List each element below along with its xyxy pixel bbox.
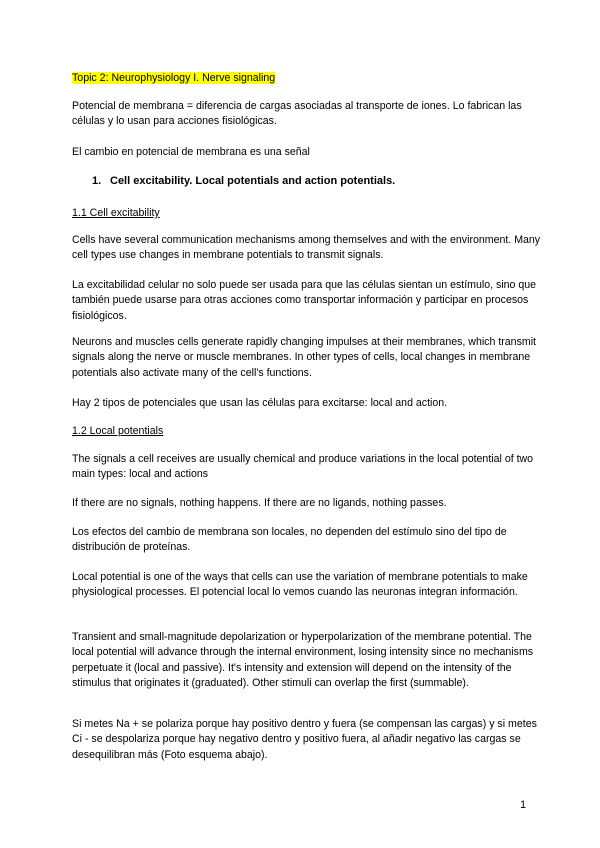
page-number: 1 — [520, 799, 526, 811]
doc-title: Topic 2: Neurophysiology I. Nerve signaling — [72, 72, 276, 84]
subheading-cell-excitability — [72, 206, 542, 221]
paragraph-local-potential: Local potential is one of the ways that cells can use the variation of membrane potentials to make physiological processes. El potencial local lo vemos cuando las neuronas integran información. — [72, 571, 528, 599]
subheading-local-potentials — [72, 424, 542, 439]
paragraph-neurons: Neurons and muscles cells generate rapidly changing impulses at their membranes, which transmit signals along the nerve or muscle membranes. In other types of cells, local changes in membrane potentials also activate many of the cell's functions. — [72, 336, 536, 379]
section-heading-text: Cell excitability. Local potentials and action potentials. — [110, 175, 396, 187]
paragraph-no-signals: If there are no signals, nothing happens. If there are no ligands, nothing passes. — [72, 497, 447, 509]
paragraph-efectos: Los efectos del cambio de membrana son locales, no dependen del estímulo sino del tipo de distribución de proteínas. — [72, 526, 507, 554]
paragraph-potencial-membrana: Potencial de membrana = diferencia de cargas asociadas al transporte de iones. Lo fabrican las células y lo usan para acciones fisiológicas. — [72, 100, 522, 128]
paragraph-excitabilidad: La excitabilidad celular no solo puede ser usada para que las células sientan un estímulo, sino que también puede usarse para otras acciones como transportar información y participar en procesos fisiológicos. — [72, 279, 537, 322]
paragraph-metes-na: Si metes Na + se polariza porque hay positivo dentro y fuera (se compensan las cargas) y si metes Ci - se despolariza porque hay negativo dentro y positivo fuera, al añadir negativo las cargas se desequilibran más (Foto esquema abajo). — [72, 718, 537, 761]
paragraph-hay-2-tipos: Hay 2 tipos de potenciales que usan las células para excitarse: local and action. — [72, 397, 448, 409]
doc-title-line — [72, 71, 542, 86]
subheading-local-potentials-text: 1.2 Local potentials — [72, 425, 164, 437]
section-heading-1 — [92, 174, 552, 189]
subheading-cell-excitability-text: 1.1 Cell excitability — [72, 207, 160, 219]
section-heading-number: 1. — [92, 175, 102, 187]
paragraph-signals: The signals a cell receives are usually chemical and produce variations in the local potential of two main types: local and actions — [72, 453, 534, 481]
paragraph-cells-communication: Cells have several communication mechanisms among themselves and with the environment. Many cell types use changes in membrane potentials to transmit signals. — [72, 234, 541, 262]
paragraph-cambio-potencial: El cambio en potencial de membrana es una señal — [72, 146, 310, 158]
paragraph-transient: Transient and small-magnitude depolarization or hyperpolarization of the membrane potential. The local potential will advance through the internal environment, losing intensity since no mechanisms perpetuate it (local and passive). It's intensity and extension will depend on the intensity of the stimulus that originates it (graduated). Other stimuli can overlap the first (summable). — [72, 631, 534, 690]
